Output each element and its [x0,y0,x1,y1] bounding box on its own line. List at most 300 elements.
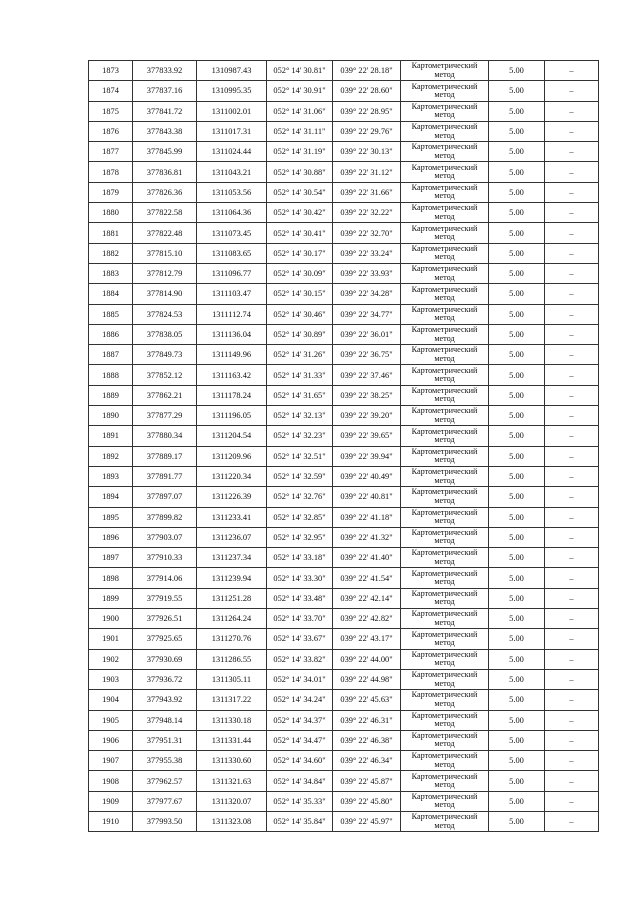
y-coordinate-cell: 1311209.96 [197,446,267,466]
method-cell: Картометрический метод [401,284,489,304]
point-number-cell: 1889 [89,385,133,405]
point-number-cell: 1883 [89,263,133,283]
accuracy-cell: 5.00 [489,568,545,588]
x-coordinate-cell: 377993.50 [133,811,197,831]
method-cell: Картометрический метод [401,223,489,243]
method-cell: Картометрический метод [401,710,489,730]
accuracy-cell: 5.00 [489,771,545,791]
latitude-cell: 052° 14' 32.13" [267,406,333,426]
note-cell: – [545,61,599,81]
x-coordinate-cell: 377910.33 [133,548,197,568]
table-row [89,61,599,81]
latitude-cell: 052° 14' 35.33" [267,791,333,811]
table-row [89,568,599,588]
latitude-cell: 052° 14' 34.84" [267,771,333,791]
point-number-cell: 1884 [89,284,133,304]
y-coordinate-cell: 1311196.05 [197,406,267,426]
accuracy-cell: 5.00 [489,304,545,324]
note-cell: – [545,101,599,121]
table-row [89,406,599,426]
method-cell: Картометрический метод [401,811,489,831]
accuracy-cell: 5.00 [489,811,545,831]
x-coordinate-cell: 377897.07 [133,487,197,507]
table-row [89,669,599,689]
method-cell: Картометрический метод [401,751,489,771]
latitude-cell: 052° 14' 32.85" [267,507,333,527]
x-coordinate-cell: 377943.92 [133,690,197,710]
note-cell: – [545,203,599,223]
x-coordinate-cell: 377841.72 [133,101,197,121]
method-cell: Картометрический метод [401,527,489,547]
y-coordinate-cell: 1311331.44 [197,730,267,750]
longitude-cell: 039° 22' 32.70" [333,223,401,243]
note-cell: – [545,365,599,385]
longitude-cell: 039° 22' 45.80" [333,791,401,811]
longitude-cell: 039° 22' 28.60" [333,81,401,101]
point-number-cell: 1907 [89,751,133,771]
accuracy-cell: 5.00 [489,223,545,243]
latitude-cell: 052° 14' 31.65" [267,385,333,405]
point-number-cell: 1874 [89,81,133,101]
x-coordinate-cell: 377962.57 [133,771,197,791]
accuracy-cell: 5.00 [489,365,545,385]
table-row [89,304,599,324]
latitude-cell: 052° 14' 32.23" [267,426,333,446]
point-number-cell: 1877 [89,142,133,162]
point-number-cell: 1890 [89,406,133,426]
accuracy-cell: 5.00 [489,406,545,426]
latitude-cell: 052° 14' 30.81" [267,61,333,81]
x-coordinate-cell: 377948.14 [133,710,197,730]
table-row [89,730,599,750]
longitude-cell: 039° 22' 34.77" [333,304,401,324]
note-cell: – [545,304,599,324]
longitude-cell: 039° 22' 34.28" [333,284,401,304]
y-coordinate-cell: 1311002.01 [197,101,267,121]
y-coordinate-cell: 1311317.22 [197,690,267,710]
table-row [89,345,599,365]
longitude-cell: 039° 22' 42.14" [333,588,401,608]
method-cell: Картометрический метод [401,182,489,202]
y-coordinate-cell: 1311233.41 [197,507,267,527]
latitude-cell: 052° 14' 32.95" [267,527,333,547]
accuracy-cell: 5.00 [489,690,545,710]
point-number-cell: 1879 [89,182,133,202]
point-number-cell: 1895 [89,507,133,527]
longitude-cell: 039° 22' 33.93" [333,263,401,283]
x-coordinate-cell: 377919.55 [133,588,197,608]
method-cell: Картометрический метод [401,629,489,649]
x-coordinate-cell: 377936.72 [133,669,197,689]
latitude-cell: 052° 14' 30.91" [267,81,333,101]
accuracy-cell: 5.00 [489,446,545,466]
latitude-cell: 052° 14' 32.76" [267,487,333,507]
x-coordinate-cell: 377926.51 [133,609,197,629]
point-number-cell: 1878 [89,162,133,182]
point-number-cell: 1888 [89,365,133,385]
longitude-cell: 039° 22' 41.40" [333,548,401,568]
note-cell: – [545,690,599,710]
longitude-cell: 039° 22' 42.82" [333,609,401,629]
longitude-cell: 039° 22' 41.32" [333,527,401,547]
table-row [89,365,599,385]
accuracy-cell: 5.00 [489,243,545,263]
method-cell: Картометрический метод [401,304,489,324]
method-cell: Картометрический метод [401,730,489,750]
table-row [89,527,599,547]
x-coordinate-cell: 377977.67 [133,791,197,811]
y-coordinate-cell: 1311017.31 [197,121,267,141]
point-number-cell: 1898 [89,568,133,588]
latitude-cell: 052° 14' 33.18" [267,548,333,568]
method-cell: Картометрический метод [401,101,489,121]
y-coordinate-cell: 1311178.24 [197,385,267,405]
accuracy-cell: 5.00 [489,324,545,344]
latitude-cell: 052° 14' 30.89" [267,324,333,344]
point-number-cell: 1891 [89,426,133,446]
latitude-cell: 052° 14' 30.41" [267,223,333,243]
table-row [89,751,599,771]
method-cell: Картометрический метод [401,426,489,446]
longitude-cell: 039° 22' 43.17" [333,629,401,649]
table-row [89,710,599,730]
method-cell: Картометрический метод [401,548,489,568]
accuracy-cell: 5.00 [489,466,545,486]
x-coordinate-cell: 377852.12 [133,365,197,385]
accuracy-cell: 5.00 [489,284,545,304]
y-coordinate-cell: 1311096.77 [197,263,267,283]
table-row [89,182,599,202]
point-number-cell: 1887 [89,345,133,365]
longitude-cell: 039° 22' 40.81" [333,487,401,507]
coordinates-table [88,60,599,832]
method-cell: Картометрический метод [401,466,489,486]
note-cell: – [545,121,599,141]
y-coordinate-cell: 1311053.56 [197,182,267,202]
note-cell: – [545,710,599,730]
point-number-cell: 1908 [89,771,133,791]
accuracy-cell: 5.00 [489,751,545,771]
accuracy-cell: 5.00 [489,142,545,162]
x-coordinate-cell: 377880.34 [133,426,197,446]
latitude-cell: 052° 14' 33.48" [267,588,333,608]
y-coordinate-cell: 1311239.94 [197,568,267,588]
latitude-cell: 052° 14' 35.84" [267,811,333,831]
longitude-cell: 039° 22' 46.34" [333,751,401,771]
latitude-cell: 052° 14' 34.01" [267,669,333,689]
point-number-cell: 1909 [89,791,133,811]
point-number-cell: 1880 [89,203,133,223]
accuracy-cell: 5.00 [489,203,545,223]
latitude-cell: 052° 14' 31.19" [267,142,333,162]
y-coordinate-cell: 1311220.34 [197,466,267,486]
x-coordinate-cell: 377815.10 [133,243,197,263]
table-row [89,142,599,162]
longitude-cell: 039° 22' 44.00" [333,649,401,669]
latitude-cell: 052° 14' 32.59" [267,466,333,486]
point-number-cell: 1897 [89,548,133,568]
method-cell: Картометрический метод [401,365,489,385]
y-coordinate-cell: 1311321.63 [197,771,267,791]
y-coordinate-cell: 1311305.11 [197,669,267,689]
table-row [89,426,599,446]
point-number-cell: 1875 [89,101,133,121]
y-coordinate-cell: 1311286.55 [197,649,267,669]
table-row [89,507,599,527]
x-coordinate-cell: 377814.90 [133,284,197,304]
latitude-cell: 052° 14' 33.70" [267,609,333,629]
table-row [89,487,599,507]
y-coordinate-cell: 1311264.24 [197,609,267,629]
method-cell: Картометрический метод [401,406,489,426]
latitude-cell: 052° 14' 31.06" [267,101,333,121]
table-row [89,609,599,629]
latitude-cell: 052° 14' 30.46" [267,304,333,324]
x-coordinate-cell: 377951.31 [133,730,197,750]
method-cell: Картометрический метод [401,588,489,608]
y-coordinate-cell: 1311064.36 [197,203,267,223]
table-row [89,811,599,831]
latitude-cell: 052° 14' 34.47" [267,730,333,750]
method-cell: Картометрический метод [401,142,489,162]
longitude-cell: 039° 22' 46.38" [333,730,401,750]
accuracy-cell: 5.00 [489,121,545,141]
note-cell: – [545,730,599,750]
accuracy-cell: 5.00 [489,609,545,629]
x-coordinate-cell: 377822.48 [133,223,197,243]
latitude-cell: 052° 14' 33.30" [267,568,333,588]
y-coordinate-cell: 1310995.35 [197,81,267,101]
table-row [89,690,599,710]
accuracy-cell: 5.00 [489,710,545,730]
longitude-cell: 039° 22' 36.01" [333,324,401,344]
y-coordinate-cell: 1311149.96 [197,345,267,365]
longitude-cell: 039° 22' 36.75" [333,345,401,365]
x-coordinate-cell: 377891.77 [133,466,197,486]
note-cell: – [545,324,599,344]
longitude-cell: 039° 22' 29.76" [333,121,401,141]
x-coordinate-cell: 377925.65 [133,629,197,649]
note-cell: – [545,142,599,162]
x-coordinate-cell: 377826.36 [133,182,197,202]
accuracy-cell: 5.00 [489,81,545,101]
method-cell: Картометрический метод [401,690,489,710]
point-number-cell: 1910 [89,811,133,831]
table-row [89,203,599,223]
longitude-cell: 039° 22' 45.87" [333,771,401,791]
table-row [89,243,599,263]
point-number-cell: 1904 [89,690,133,710]
longitude-cell: 039° 22' 45.63" [333,690,401,710]
point-number-cell: 1906 [89,730,133,750]
table-row [89,446,599,466]
y-coordinate-cell: 1311136.04 [197,324,267,344]
table-row [89,162,599,182]
note-cell: – [545,263,599,283]
longitude-cell: 039° 22' 31.66" [333,182,401,202]
table-row [89,649,599,669]
point-number-cell: 1882 [89,243,133,263]
method-cell: Картометрический метод [401,446,489,466]
x-coordinate-cell: 377838.05 [133,324,197,344]
point-number-cell: 1893 [89,466,133,486]
accuracy-cell: 5.00 [489,162,545,182]
point-number-cell: 1900 [89,609,133,629]
latitude-cell: 052° 14' 32.51" [267,446,333,466]
longitude-cell: 039° 22' 28.18" [333,61,401,81]
point-number-cell: 1881 [89,223,133,243]
latitude-cell: 052° 14' 34.24" [267,690,333,710]
method-cell: Картометрический метод [401,791,489,811]
coordinates-table-container [88,60,598,832]
x-coordinate-cell: 377914.06 [133,568,197,588]
method-cell: Картометрический метод [401,81,489,101]
y-coordinate-cell: 1311320.07 [197,791,267,811]
x-coordinate-cell: 377836.81 [133,162,197,182]
latitude-cell: 052° 14' 34.60" [267,751,333,771]
x-coordinate-cell: 377822.58 [133,203,197,223]
x-coordinate-cell: 377833.92 [133,61,197,81]
latitude-cell: 052° 14' 33.67" [267,629,333,649]
x-coordinate-cell: 377903.07 [133,527,197,547]
point-number-cell: 1903 [89,669,133,689]
y-coordinate-cell: 1311237.34 [197,548,267,568]
x-coordinate-cell: 377824.53 [133,304,197,324]
y-coordinate-cell: 1311073.45 [197,223,267,243]
longitude-cell: 039° 22' 31.12" [333,162,401,182]
accuracy-cell: 5.00 [489,182,545,202]
accuracy-cell: 5.00 [489,588,545,608]
note-cell: – [545,466,599,486]
note-cell: – [545,446,599,466]
accuracy-cell: 5.00 [489,527,545,547]
method-cell: Картометрический метод [401,507,489,527]
y-coordinate-cell: 1311112.74 [197,304,267,324]
method-cell: Картометрический метод [401,771,489,791]
accuracy-cell: 5.00 [489,548,545,568]
x-coordinate-cell: 377843.38 [133,121,197,141]
method-cell: Картометрический метод [401,669,489,689]
accuracy-cell: 5.00 [489,385,545,405]
latitude-cell: 052° 14' 30.17" [267,243,333,263]
latitude-cell: 052° 14' 31.33" [267,365,333,385]
method-cell: Картометрический метод [401,162,489,182]
longitude-cell: 039° 22' 41.54" [333,568,401,588]
method-cell: Картометрический метод [401,121,489,141]
latitude-cell: 052° 14' 33.82" [267,649,333,669]
longitude-cell: 039° 22' 38.25" [333,385,401,405]
table-row [89,121,599,141]
y-coordinate-cell: 1311236.07 [197,527,267,547]
y-coordinate-cell: 1311103.47 [197,284,267,304]
note-cell: – [545,243,599,263]
method-cell: Картометрический метод [401,649,489,669]
accuracy-cell: 5.00 [489,345,545,365]
point-number-cell: 1894 [89,487,133,507]
y-coordinate-cell: 1311330.60 [197,751,267,771]
table-row [89,629,599,649]
note-cell: – [545,548,599,568]
x-coordinate-cell: 377955.38 [133,751,197,771]
note-cell: – [545,284,599,304]
table-row [89,81,599,101]
point-number-cell: 1896 [89,527,133,547]
note-cell: – [545,588,599,608]
x-coordinate-cell: 377899.82 [133,507,197,527]
note-cell: – [545,385,599,405]
point-number-cell: 1899 [89,588,133,608]
point-number-cell: 1892 [89,446,133,466]
longitude-cell: 039° 22' 39.65" [333,426,401,446]
accuracy-cell: 5.00 [489,487,545,507]
method-cell: Картометрический метод [401,203,489,223]
note-cell: – [545,487,599,507]
method-cell: Картометрический метод [401,385,489,405]
note-cell: – [545,345,599,365]
table-body [89,61,599,832]
method-cell: Картометрический метод [401,345,489,365]
y-coordinate-cell: 1311024.44 [197,142,267,162]
longitude-cell: 039° 22' 46.31" [333,710,401,730]
accuracy-cell: 5.00 [489,507,545,527]
y-coordinate-cell: 1311251.28 [197,588,267,608]
longitude-cell: 039° 22' 37.46" [333,365,401,385]
note-cell: – [545,771,599,791]
accuracy-cell: 5.00 [489,730,545,750]
method-cell: Картометрический метод [401,263,489,283]
latitude-cell: 052° 14' 30.88" [267,162,333,182]
y-coordinate-cell: 1311043.21 [197,162,267,182]
longitude-cell: 039° 22' 45.97" [333,811,401,831]
accuracy-cell: 5.00 [489,101,545,121]
table-row [89,548,599,568]
latitude-cell: 052° 14' 30.15" [267,284,333,304]
longitude-cell: 039° 22' 33.24" [333,243,401,263]
y-coordinate-cell: 1311270.76 [197,629,267,649]
note-cell: – [545,406,599,426]
note-cell: – [545,426,599,446]
accuracy-cell: 5.00 [489,791,545,811]
method-cell: Картометрический метод [401,324,489,344]
note-cell: – [545,162,599,182]
point-number-cell: 1885 [89,304,133,324]
x-coordinate-cell: 377837.16 [133,81,197,101]
note-cell: – [545,751,599,771]
y-coordinate-cell: 1311330.18 [197,710,267,730]
longitude-cell: 039° 22' 41.18" [333,507,401,527]
note-cell: – [545,527,599,547]
table-row [89,324,599,344]
method-cell: Картометрический метод [401,568,489,588]
table-row [89,466,599,486]
y-coordinate-cell: 1310987.43 [197,61,267,81]
method-cell: Картометрический метод [401,61,489,81]
method-cell: Картометрический метод [401,609,489,629]
note-cell: – [545,629,599,649]
accuracy-cell: 5.00 [489,426,545,446]
table-row [89,284,599,304]
table-row [89,385,599,405]
note-cell: – [545,609,599,629]
x-coordinate-cell: 377862.21 [133,385,197,405]
y-coordinate-cell: 1311163.42 [197,365,267,385]
method-cell: Картометрический метод [401,243,489,263]
longitude-cell: 039° 22' 39.20" [333,406,401,426]
note-cell: – [545,182,599,202]
point-number-cell: 1886 [89,324,133,344]
table-row [89,223,599,243]
point-number-cell: 1876 [89,121,133,141]
